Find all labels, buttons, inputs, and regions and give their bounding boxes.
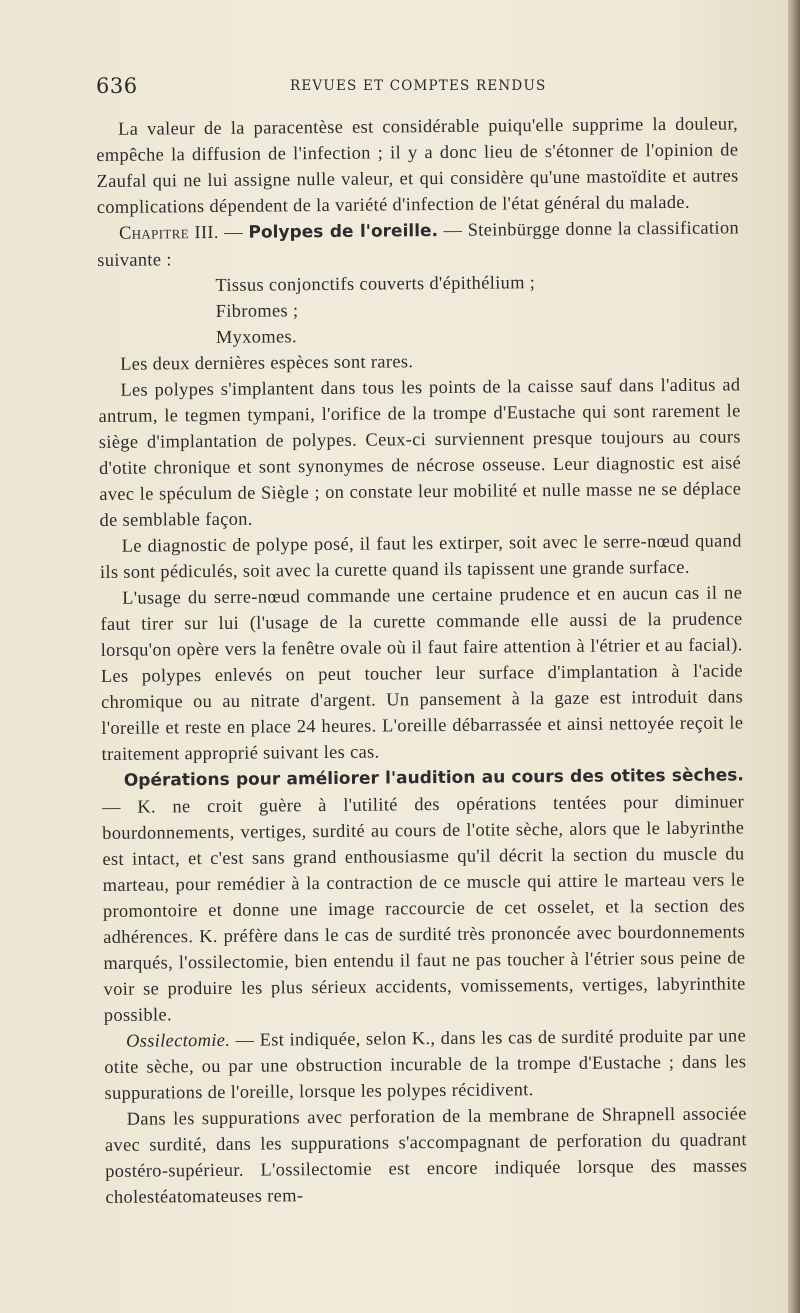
chapter-dash: — (218, 221, 249, 242)
page-number: 636 (96, 74, 138, 98)
running-head (96, 72, 736, 102)
paragraph-suppurations: Dans les suppurations avec perforation de la membrane de Shrapnell associée avec surdité, dans les suppurations s'accompagnant de perforation du quadrant postéro-supérieur. L'ossilectomie est encore indiquée lorsque des masses cholestéatomateuses rem- (104, 1103, 748, 1207)
paragraph-serre-noeud: L'usage du serre-nœud commande une certaine prudence et en aucun cas il ne faut tirer sur lui (l'usage de la curette commande elle aussi de la prudence lorsqu'on opère vers la fenêtre ovale où il faut faire attention à l'étrier et au facial). Les polypes enlevés on peut toucher leur surface d'implantation à l'acide chromique ou au nitrate d'argent. Un pansement à la gaze est introduit dans l'oreille et reste en place 24 heures. L'oreille débarrassée et ainsi nettoyée reçoit le traitement approprié suivant les cas. (100, 582, 744, 764)
chapter-label: Chapitre III. (118, 221, 219, 243)
chapter-intro-text: — Steinbürgge donne la classification suivante : (97, 217, 740, 270)
body-text (96, 110, 748, 1210)
paragraph-paracentese: La valeur de la paracentèse est considérable puiqu'elle supprime la douleur, empêche la diffusion de l'infection ; il y a donc lieu de s'étonner de l'opinion de Zaufal qui ne lui assigne nulle valeur, et qui considère qu'une mastoïdite et autres complications dépendent de la variété d'infection de l'état général du malade. (96, 113, 739, 217)
section-heading-operations: Opérations pour améliorer l'audition au cours des otites sèches. (123, 765, 744, 791)
paragraph-implantation: Les polypes s'implantent dans tous les points de la caisse sauf dans l'aditus ad antrum, le tegmen tympani, l'orifice de la trompe d'Eustache qui sont rarement le siège d'implantation de polypes. Ceux-ci surviennent presque toujours au cours d'otite chronique et sont synonymes de nécrose osseuse. Leur diagnostic est aisé avec le spéculum de Siègle ; on constate leur mobilité et nulle masse ne se déplace de semblable façon. (98, 374, 742, 530)
paragraph-operations (102, 761, 746, 1028)
operations-text: — K. ne croit guère à l'utilité des opérations tentées pour diminuer bourdonnements, vertiges, surdité au cours de l'otite sèche, alors que le labyrinthe est intact, et c'est sans grand enthousiasme qu'il décrit la section du muscle du marteau, pour remédier à la contraction de ce muscle qui attire le marteau vers le promontoire et donne une image raccourcie de cet osselet, et la section des adhérences. K. préfère dans le cas de surdité très prononcée avec bourdonnements marqués, l'ossilectomie, bien entendu il faut ne pas toucher à l'étrier sous peine de voir se produire les plus sérieux accidents, vomissements, vertiges, labyrinthite possible. (101, 791, 746, 1025)
ossilectomie-term: Ossilectomie. (125, 1029, 231, 1051)
classification-item: Tissus conjonctifs couverts d'épithélium ; (215, 272, 536, 295)
classification-item: Myxomes. (215, 326, 297, 347)
paragraph-ossilectomie (104, 1022, 747, 1106)
ossilectomie-text: — Est indiquée, selon K., dans les cas de surdité produite par une otite sèche, ou par une obstruction incurable de la trompe d'Eustache ; dans les suppurations de l'oreille, lorsque les polypes récidivent. (104, 1025, 747, 1103)
paragraph-rares: Les deux dernières espèces sont rares. (120, 351, 414, 374)
journal-title: REVUES ET COMPTES RENDUS (290, 78, 547, 94)
classification-item: Fibromes ; (215, 300, 299, 321)
page-edge-shadow (788, 0, 800, 1313)
chapter-heading: Polypes de l'oreille. (248, 221, 439, 243)
paragraph-chapitre-iii (97, 214, 739, 273)
paragraph-diagnostic: Le diagnostic de polype posé, il faut les extirper, soit avec le serre-nœud quand ils sont pédiculés, soit avec la curette quand ils tapissent une grande surface. (99, 530, 742, 582)
